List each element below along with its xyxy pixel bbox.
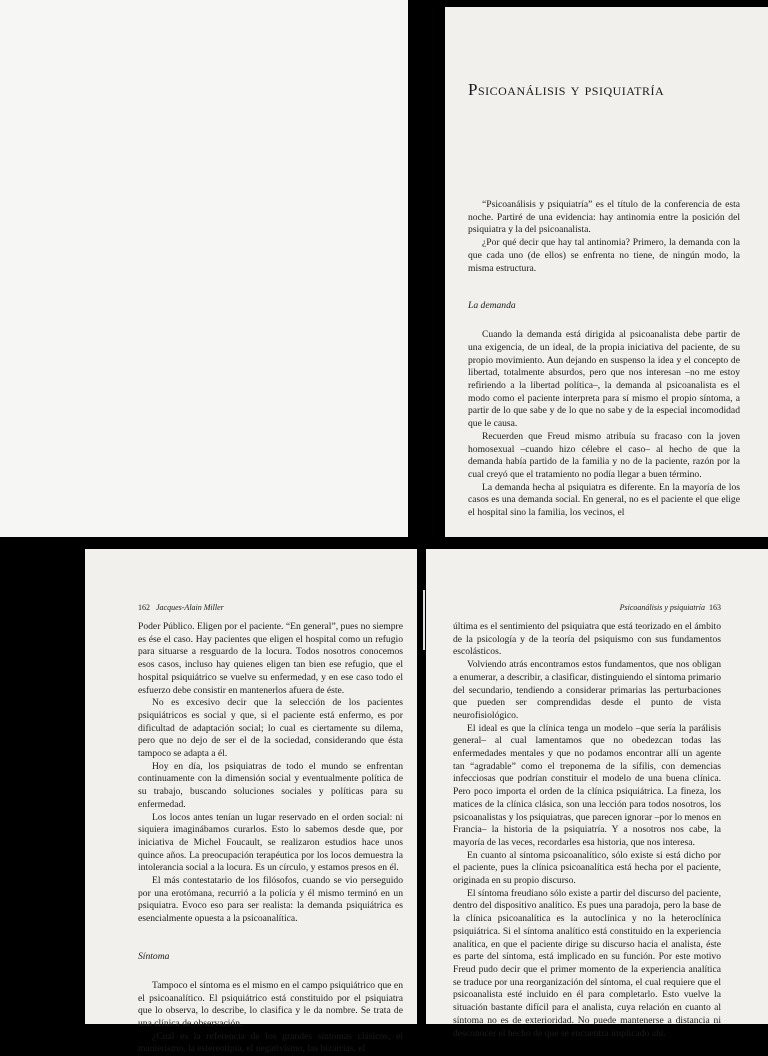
paragraph: El ideal es que la clínica tenga un modelo –que sería la parálisis general– al cual lamentamos que no obedezcan todas las enfermedades mentales y que no podamos encontrar allí un agente tan “agradable” como el treponema de la sífilis, con demencias infecciosas que podrían constituir el modelo de una buena clínica. Pero poco importa el orden de la clínica psiquiátrica. La fineza, los matices de la clínica clásica, son una lección para todos nosotros, los psicoanalistas y los psiquiatras, que parecen ignorar –por lo menos en Francia– la historia de la psiquiatría. Y a nosotros nos cabe, la mayoría de las veces, recordarles esa historia, que nos interesa. <box>453 722 721 848</box>
running-head-text: Psicoanálisis y psiquiatría <box>619 603 705 612</box>
page-number: 163 <box>709 603 721 612</box>
running-head <box>138 603 403 621</box>
paragraph: El síntoma freudiano sólo existe a partir del discurso del paciente, dentro del dispositivo analítico. Es pues una paradoja, pero la base de la clínica psicoanalítica es la autoclínica y no la heteroclínica psiquiátrica. Si el síntoma analítico está constituido en la experiencia analítica, en que el paciente dirige su discurso hacia el analista, éste es parte del síntoma, está implicado en su función. Por este motivo Freud pudo decir que el primer momento de la experiencia analítica se traduce por una reorganización del síntoma, el cual requiere que el psicoanalista esté incluido en él para completarlo. Esto vuelve la situación bastante difícil para el analista, cuya relación en cuanto al síntoma no es de exterioridad. No puede mantenerse a distancia ni desconocer el hecho de que se encuentra implicado ahí. <box>453 887 721 1039</box>
section-heading: La demanda <box>468 300 516 312</box>
paragraph: La demanda hecha al psiquiatra es diferente. En la mayoría de los casos es una demanda social. En general, no es el paciente el que elige el hospital sino la familia, los vecinos, el <box>468 481 740 519</box>
paragraph: En cuanto al síntoma psicoanalítico, sólo existe si está dicho por el paciente, pues la clínica psicoanalítica está hecha por el paciente, originada en su propio discurso. <box>453 849 721 887</box>
section-heading: Síntoma <box>138 950 170 962</box>
page-bottom-right <box>426 549 768 1039</box>
paragraph: No es excesivo decir que la selección de los pacientes psiquiátricos es social y que, si el paciente está enfermo, es por dificultad de adaptación social; lo cual es ciertamente su dilema, pero que no dejo de ser el de la sociedad, considerando que ésta tampoco se adapta a él. <box>138 697 403 760</box>
page-bottom-left <box>85 549 417 1055</box>
page-number: 162 <box>138 603 150 612</box>
chapter-title: Psicoanálisis y psiquiatría <box>468 80 665 99</box>
running-head <box>453 603 721 621</box>
paragraph: Volviendo atrás encontramos estos fundamentos, que nos obligan a enumerar, a describir, a clasificar, distinguiendo el síntoma primario del secundario, tendiendo a considerar primarias las perturbaciones que pueden ser comprendidas desde el punto de vista neurofisiológico. <box>453 659 721 721</box>
running-head-text: Jacques-Alain Miller <box>156 603 224 612</box>
paragraph: Recuerden que Freud mismo atribuía su fracaso con la joven homosexual –cuando hizo célebre el caso– al hecho de que la demanda había partido de la familia y no de la paciente, razón por la cual creyó que el tratamiento no podía llegar a buen término. <box>468 430 740 480</box>
paragraph: El más contestatario de los filósofos, cuando se vio perseguido por una erotómana, recurrió a la policía y él mismo terminó en un psiquiatra. Evoco eso para ser realista: la demanda psiquiátrica es esencialmente opuesta a la psicoanalítica. <box>138 875 403 925</box>
paragraph: Hoy en día, los psiquiatras de todo el mundo se enfrentan continuamente con la dimensión social y eventualmente política de su trabajo, buscando soluciones sociales y políticas para su enfermedad. <box>138 760 403 810</box>
paragraph: última es el sentimiento del psiquiatra que está teorizado en el ámbito de la psicología y de la teoría del psiquismo con sus fundamentos escolásticos. <box>453 621 721 658</box>
paragraph: ¿Cuál es la referencia de los grandes síntomas clásicos, el manierismo, la estereotipia, el negativismo, las bizarrías, el <box>138 1030 403 1055</box>
paragraph: ¿Por qué decir que hay tal antinomia? Primero, la demanda con la que cada uno (de ellos) se enfrenta no tiene, de ningún modo, la misma estructura. <box>468 237 740 274</box>
paragraph: “Psicoanálisis y psiquiatría” es el título de la conferencia de esta noche. Partiré de una evidencia: hay antinomia entre la posición del psiquiatra y la del psicoanalista. <box>468 199 740 236</box>
paragraph: Poder Público. Eligen por el paciente. “En general”, pues no siempre es ése el caso. Hay pacientes que eligen el hospital como un refugio para situarse a resguardo de la locura. Todos nosotros conocemos esos casos, incluso hay quienes eligen tan bien ese refugio, que el hospital psiquiátrico se vuelve su enfermedad, y en ese caso todo el esfuerzo debe consistir en mantenerlos afuera de éste. <box>138 621 403 696</box>
paragraph: Cuando la demanda está dirigida al psicoanalista debe partir de una exigencia, de un ideal, de la propia iniciativa del paciente, de su propio movimiento. Aun dejando en suspenso la idea y el concepto de libertad, totalmente absurdos, pero que nos interesan –no me estoy refiriendo a la libertad política–, la demanda al psicoanalista es el modo como el paciente interpreta para sí mismo el propio síntoma, a partir de lo que sabe y de lo que no sabe y de la especial incomodidad que le causa. <box>468 329 740 430</box>
paragraph: Tampoco el síntoma es el mismo en el campo psiquiátrico que en el psicoanalítico. El psiquiátrico está constituido por el psiquiatra que lo observa, lo describe, lo clasifica y le da nombre. Se trata de una clínica de observación. <box>138 979 403 1029</box>
blank-page-top-left <box>0 0 408 537</box>
binding-gutter <box>423 590 425 650</box>
page-top-right <box>445 7 768 537</box>
paragraph: Los locos antes tenían un lugar reservado en el orden social: ni siquiera imaginábamos curarlos. Esto lo sabemos desde que, por iniciativa de Michel Foucault, se realizaron estudios hace unos quince años. La preocupación terapéutica por los locos demuestra la intolerancia social a la locura. Es un círculo, y estamos presos en él. <box>138 811 403 874</box>
